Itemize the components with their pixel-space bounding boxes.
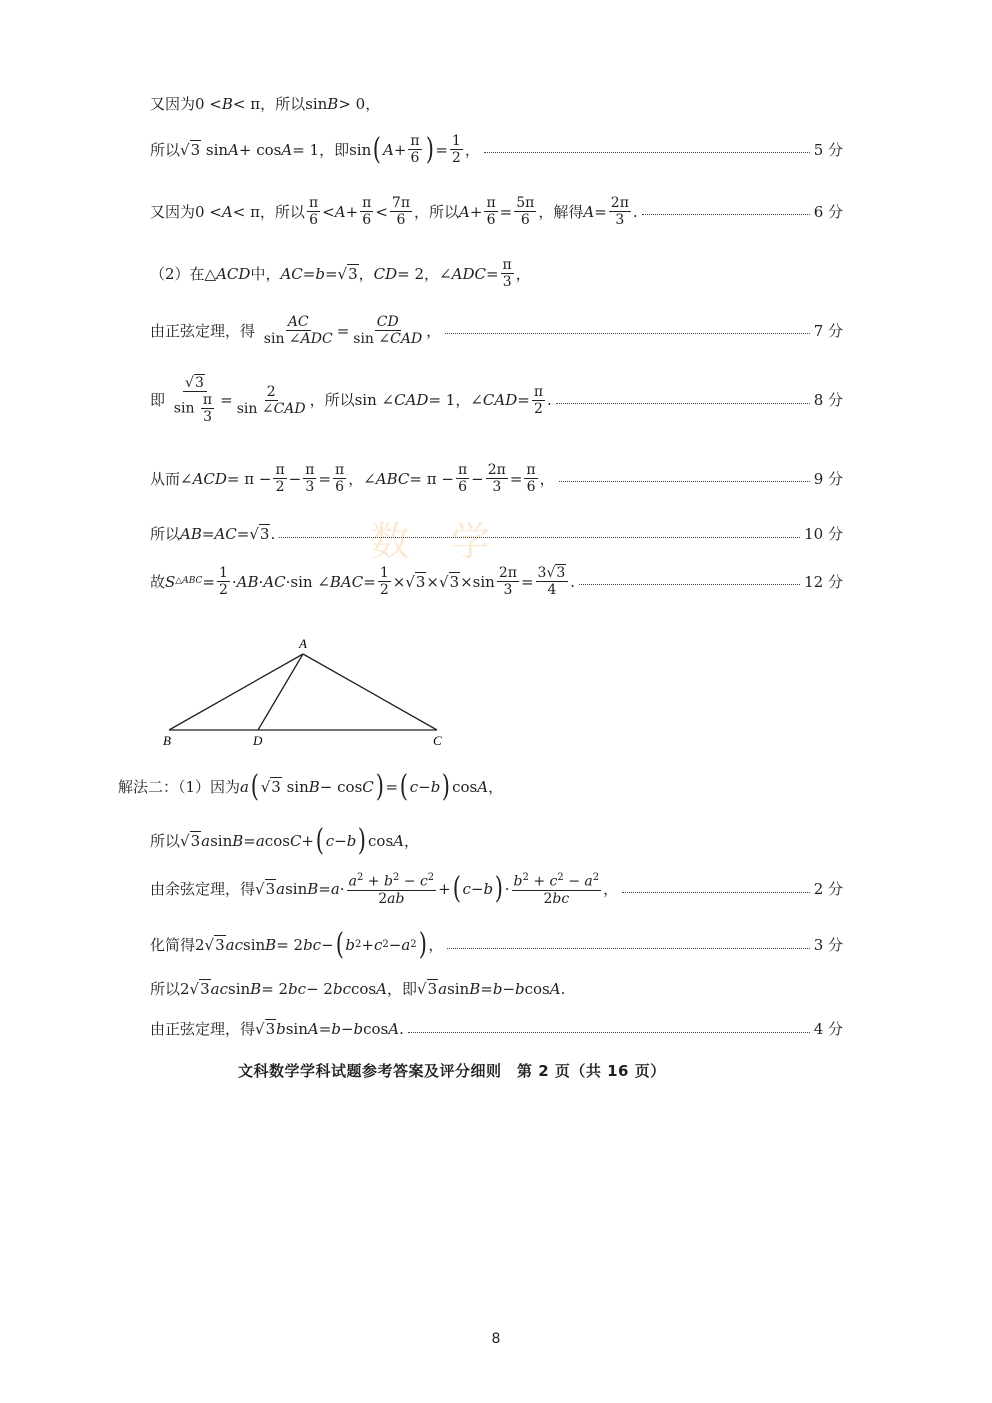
dot-leader <box>447 948 809 949</box>
solution-line-7: 从而∠ ACD = π − $\frac{\pi}{2}$ − $\frac{\pi}{3}$ = $\frac{\pi}{6}$ ，∠ ABC = π − $\frac{\pi}{6}$ − $\frac{2\pi}{3}$ = $\frac{\pi}{6}$ ， 9 分 <box>150 462 843 496</box>
method2-line-5: 所以2 √3 ac sin B = 2 bc − 2 bc cos A ，即 √3 a sin B = b − b cos A . <box>150 980 566 998</box>
watermark: 数学 <box>370 519 530 565</box>
dot-leader <box>445 333 810 334</box>
solution-line-9: 故 S △ABC = $\frac{1}{2}$ · AB · AC ·sin ∠ BAC = $\frac{1}{2}$ × √3 × √3 ×sin $\frac{2\pi}{3}$ = $\frac{3√3}{4}$ . 12 分 <box>150 565 843 599</box>
method2-line-4: 化简得2 √3 ac sin B = 2 bc − ( b 2 + c 2 − a 2 ) ， 3 分 <box>150 927 843 962</box>
method2-line-2: 所以 √3 a sin B = a cos C + ( c − b ) cos A ， <box>150 823 420 858</box>
segment-ad <box>258 654 303 730</box>
page-number: 8 <box>491 1331 501 1347</box>
dot-leader <box>556 403 810 404</box>
solution-line-1 <box>150 95 843 113</box>
side-ab <box>169 654 303 730</box>
solution-line-4: （2）在△ ACD 中， AC = b = √3 ， CD = 2，∠ ADC = $\frac{\pi}{3}$ ， <box>150 257 531 291</box>
score-mark: 10 分 <box>804 525 843 543</box>
vertex-label-d: D <box>253 733 263 748</box>
solution-line-5: 由正弦定理，得 $\frac{AC}{\text{sin ∠ADC}}$ = $\frac{CD}{\text{sin ∠CAD}}$ ， 7 分 <box>150 314 843 348</box>
score-mark: 8 分 <box>813 391 843 410</box>
line-text: 又因为0 < B < π，所以sin B > 0， <box>150 95 381 113</box>
score-mark: 6 分 <box>813 202 843 221</box>
method2-line-6: 由正弦定理，得 √3 b sin A = b − b cos A . 4 分 <box>150 1020 843 1038</box>
side-ac <box>303 654 437 730</box>
score-mark: 7 分 <box>813 321 843 340</box>
method2-line-3: 由余弦定理，得 √3 a sin B = a · $\frac{a^2 + b^2 - c^2}{2ab}$ + ( c − b ) · $\frac{b^2 + c^2 - a^2}{2bc}$ ， 2 分 <box>150 871 843 907</box>
score-mark: 4 分 <box>813 1020 843 1038</box>
solution-line-8: 所以 AB = AC = √3 . 10 分 <box>150 525 843 543</box>
vertex-label-c: C <box>433 733 442 748</box>
dot-leader <box>579 584 800 585</box>
vertex-label-a: A <box>299 636 307 651</box>
dot-leader <box>622 892 810 893</box>
solution-line-2: 所以 √3 sin A + cos A = 1，即sin ( A + $\frac{\pi}{6}$ ) = $\frac{1}{2}$ ， 5 分 <box>150 131 843 167</box>
page-footer: 文科数学学科试题参考答案及评分细则 第 2 页（共 16 页） <box>238 1062 666 1080</box>
solution-line-6: 即 √3 sin $\frac{\pi}{3}$ = $\frac{2}{\text{sin ∠CAD}}$ ，所以sin ∠ CAD = 1，∠ CAD = $\frac{\pi}{2}$ . 8 分 <box>150 375 843 426</box>
score-mark: 3 分 <box>813 936 843 954</box>
score-mark: 9 分 <box>813 469 843 488</box>
dot-leader <box>408 1032 810 1033</box>
score-mark: 5 分 <box>813 140 843 159</box>
dot-leader <box>279 537 800 538</box>
solution-line-3: 又因为0 < A < π，所以 $\frac{\pi}{6}$ < A + $\frac{\pi}{6}$ < $\frac{7\pi}{6}$ ，所以 A + $\frac{\pi}{6}$ = $\frac{5\pi}{6}$ ，解得 A = $\frac{2\pi}{3}$ . 6 分 <box>150 195 843 229</box>
dot-leader <box>559 481 810 482</box>
vertex-label-b: B <box>163 733 171 748</box>
dot-leader <box>484 152 810 153</box>
score-mark: 12 分 <box>804 572 843 591</box>
score-mark: 2 分 <box>813 880 843 899</box>
dot-leader <box>642 214 810 215</box>
triangle-diagram <box>155 632 455 752</box>
method2-line-1: 解法二：（1）因为 a ( √3 sin B − cos C ) = ( c − b ) cos A ， <box>118 769 504 804</box>
